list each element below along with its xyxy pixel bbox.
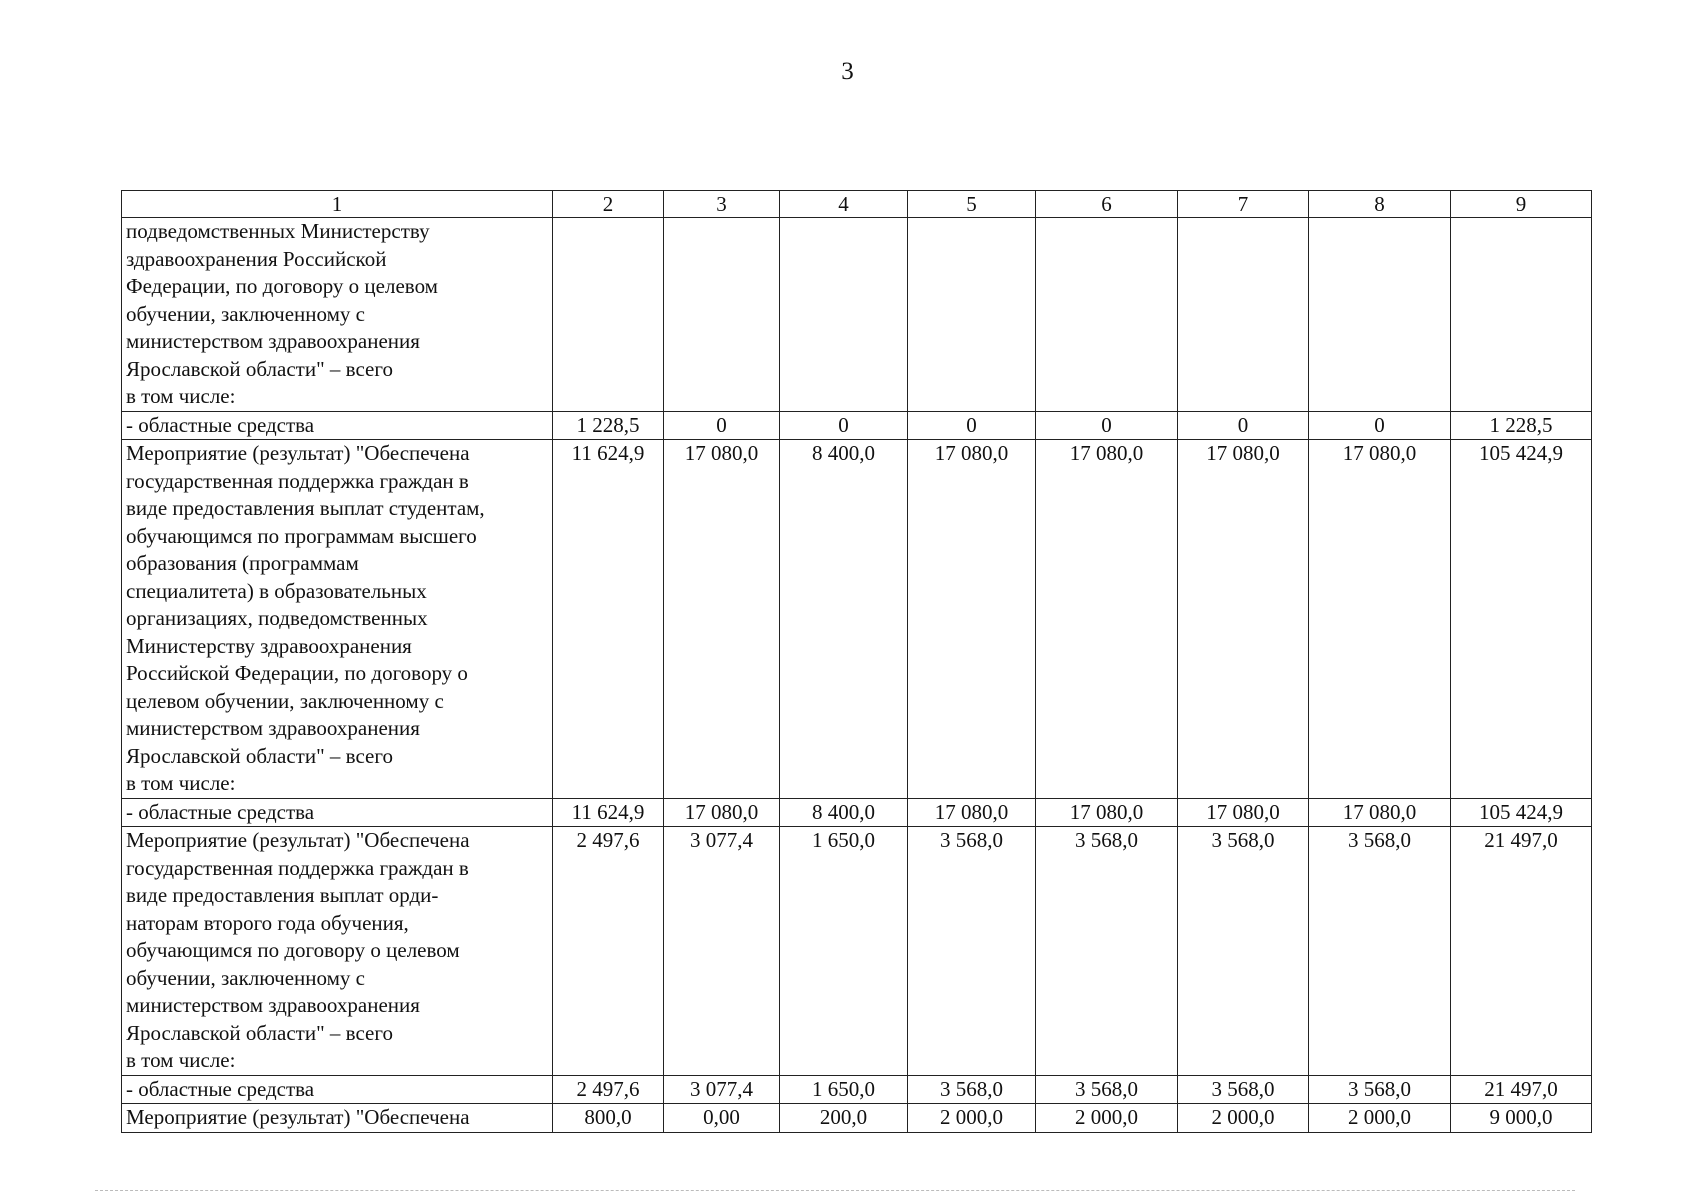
column-number-row (122, 191, 1592, 218)
column-number: 4 (780, 191, 908, 218)
value-cell: 3 077,4 (664, 1075, 780, 1104)
value-cell: 11 624,9 (553, 798, 664, 827)
value-cell: 17 080,0 (1309, 440, 1451, 799)
funding-source-label: - областные средства (122, 411, 553, 440)
value-cell: 105 424,9 (1451, 798, 1592, 827)
measure-description: Мероприятие (результат) "Обеспечена государственная поддержка граждан в виде предоставления выплат орди- наторам второго года обучения, обучающимся по договору о целевом обучении, заключенному с министерством здравоохранения Ярославской области" – всего в том числе: (122, 827, 553, 1076)
value-cell: 17 080,0 (908, 798, 1036, 827)
column-number: 9 (1451, 191, 1592, 218)
value-cell: 800,0 (553, 1104, 664, 1133)
table-row (122, 218, 1592, 412)
value-cell: 17 080,0 (1178, 440, 1309, 799)
value-cell (780, 218, 908, 412)
value-cell: 1 228,5 (553, 411, 664, 440)
value-cell: 0 (664, 411, 780, 440)
budget-table (121, 190, 1592, 1133)
value-cell: 3 568,0 (1178, 827, 1309, 1076)
value-cell: 1 650,0 (780, 1075, 908, 1104)
page-number: 3 (841, 58, 854, 85)
value-cell: 17 080,0 (1178, 798, 1309, 827)
value-cell: 2 000,0 (1309, 1104, 1451, 1133)
table-row (122, 411, 1592, 440)
value-cell: 0,00 (664, 1104, 780, 1133)
funding-source-label: - областные средства (122, 798, 553, 827)
column-number: 2 (553, 191, 664, 218)
value-cell: 17 080,0 (664, 798, 780, 827)
value-cell: 2 497,6 (553, 827, 664, 1076)
value-cell: 0 (780, 411, 908, 440)
page-bottom-divider (95, 1190, 1575, 1191)
value-cell: 1 228,5 (1451, 411, 1592, 440)
table-row (122, 827, 1592, 1076)
value-cell: 3 568,0 (908, 827, 1036, 1076)
funding-source-label: - областные средства (122, 1075, 553, 1104)
value-cell (664, 218, 780, 412)
value-cell (1036, 218, 1178, 412)
value-cell: 3 568,0 (1178, 1075, 1309, 1104)
value-cell (1178, 218, 1309, 412)
value-cell: 3 568,0 (1309, 1075, 1451, 1104)
measure-description: Мероприятие (результат) "Обеспечена (122, 1104, 553, 1133)
value-cell: 3 568,0 (1036, 1075, 1178, 1104)
value-cell: 3 568,0 (1036, 827, 1178, 1076)
value-cell: 17 080,0 (1309, 798, 1451, 827)
value-cell (908, 218, 1036, 412)
column-number: 7 (1178, 191, 1309, 218)
column-number: 8 (1309, 191, 1451, 218)
value-cell: 2 497,6 (553, 1075, 664, 1104)
value-cell: 105 424,9 (1451, 440, 1592, 799)
value-cell: 2 000,0 (1178, 1104, 1309, 1133)
value-cell: 3 077,4 (664, 827, 780, 1076)
value-cell: 17 080,0 (1036, 440, 1178, 799)
measure-description: Мероприятие (результат) "Обеспечена государственная поддержка граждан в виде предоставления выплат студентам, обучающимся по программам высшего образования (программам специалитета) в образовательных организациях, подведомственных Министерству здравоохранения Российской Федерации, по договору о целевом обучении, заключенному с министерством здравоохранения Ярославской области" – всего в том числе: (122, 440, 553, 799)
column-number: 6 (1036, 191, 1178, 218)
value-cell: 21 497,0 (1451, 827, 1592, 1076)
value-cell: 11 624,9 (553, 440, 664, 799)
value-cell: 3 568,0 (1309, 827, 1451, 1076)
table-row (122, 1104, 1592, 1133)
value-cell: 9 000,0 (1451, 1104, 1592, 1133)
table-row (122, 1075, 1592, 1104)
value-cell: 3 568,0 (908, 1075, 1036, 1104)
column-number: 5 (908, 191, 1036, 218)
value-cell: 2 000,0 (908, 1104, 1036, 1133)
value-cell: 21 497,0 (1451, 1075, 1592, 1104)
value-cell (1309, 218, 1451, 412)
value-cell (1451, 218, 1592, 412)
value-cell: 0 (908, 411, 1036, 440)
value-cell: 17 080,0 (908, 440, 1036, 799)
column-number: 3 (664, 191, 780, 218)
value-cell: 200,0 (780, 1104, 908, 1133)
value-cell: 17 080,0 (1036, 798, 1178, 827)
value-cell: 8 400,0 (780, 798, 908, 827)
column-number: 1 (122, 191, 553, 218)
table-row (122, 440, 1592, 799)
value-cell: 2 000,0 (1036, 1104, 1178, 1133)
value-cell: 1 650,0 (780, 827, 908, 1076)
value-cell: 0 (1178, 411, 1309, 440)
value-cell: 17 080,0 (664, 440, 780, 799)
value-cell (553, 218, 664, 412)
measure-description: подведомственных Министерству здравоохранения Российской Федерации, по договору о целевом обучении, заключенному с министерством здравоохранения Ярославской области" – всего в том числе: (122, 218, 553, 412)
value-cell: 8 400,0 (780, 440, 908, 799)
value-cell: 0 (1309, 411, 1451, 440)
table-row (122, 798, 1592, 827)
value-cell: 0 (1036, 411, 1178, 440)
